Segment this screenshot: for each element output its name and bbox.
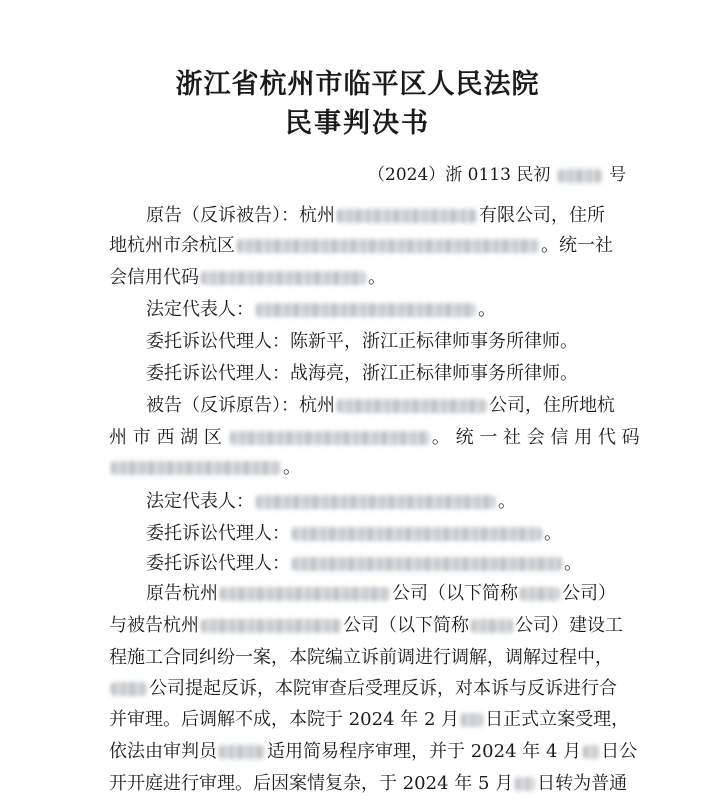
- redacted: [558, 169, 602, 183]
- redacted: [515, 777, 535, 791]
- text: 公司）建设工: [515, 615, 623, 636]
- defendant-address: [109, 426, 640, 450]
- redacted: [337, 399, 487, 413]
- text: 。统一社: [541, 235, 613, 256]
- redacted: [337, 209, 477, 223]
- text: 公司，住所地杭: [489, 395, 615, 416]
- text: 。: [544, 523, 562, 544]
- paragraph-line: [109, 772, 627, 796]
- text: 开开庭进行审理。后因案情复杂，于 2024 年 5 月: [109, 773, 514, 794]
- text: 依法由审判员: [109, 741, 217, 762]
- defendant-agent-2: [146, 552, 582, 576]
- redacted: [520, 587, 560, 601]
- court-name: 浙江省杭州市临平区人民法院: [175, 69, 540, 100]
- case-prefix: （2024）浙 0113 民初: [368, 165, 551, 185]
- text: 日正式立案受理，: [485, 709, 630, 730]
- plaintiff-line: [146, 204, 605, 228]
- text: 法定代表人：: [146, 491, 254, 512]
- paragraph-line: [109, 614, 623, 638]
- plaintiff-legal-rep: [146, 298, 496, 322]
- text: 。 统 一 社 会 信 用 代 码: [431, 427, 640, 448]
- redacted: [583, 745, 599, 759]
- redacted: [461, 713, 483, 727]
- text: 原告（反诉被告）：杭州: [146, 205, 335, 226]
- text: 有限公司，住所: [479, 205, 605, 226]
- redacted: [111, 461, 281, 475]
- defendant-credit-code: [109, 456, 301, 480]
- text: 地杭州市余杭区: [109, 235, 235, 256]
- text: 被告（反诉原告）：杭州: [146, 395, 335, 416]
- text: 。: [368, 267, 386, 288]
- redacted: [111, 682, 147, 696]
- defendant-line: [146, 394, 615, 418]
- plaintiff-credit-code: [109, 266, 386, 290]
- text: 原告杭州: [146, 583, 218, 604]
- redacted: [201, 271, 366, 285]
- plaintiff-agent-1: 委托诉讼代理人：陈新平，浙江正标律师事务所律师。: [146, 331, 578, 352]
- redacted: [256, 495, 496, 509]
- case-number: [368, 160, 626, 185]
- paragraph-line: [109, 708, 629, 732]
- redacted: [292, 557, 562, 571]
- text: 。: [564, 553, 582, 574]
- text: 与被告杭州: [109, 615, 199, 636]
- redacted: [237, 239, 539, 253]
- plaintiff-agent-2: 委托诉讼代理人：战海亮，浙江正标律师事务所律师。: [146, 363, 578, 384]
- text: 委托诉讼代理人：: [146, 523, 290, 544]
- plaintiff-address: [109, 234, 613, 258]
- text: 公司（以下简称: [392, 583, 518, 604]
- defendant-agent-1: [146, 522, 562, 546]
- paragraph-line: 程施工合同纠纷一案，本院编立诉前调进行调解，调解过程中，: [109, 647, 613, 668]
- document-type: 民事判决书: [285, 108, 430, 139]
- text: 适用简易程序审理，并于 2024 年 4 月: [267, 741, 582, 762]
- text: 州 市 西 湖 区: [109, 427, 222, 448]
- text: 。: [283, 457, 301, 478]
- text: 。: [498, 491, 516, 512]
- text: 并审理。后调解不成，本院于 2024 年 2 月: [109, 709, 460, 730]
- paragraph-line: [146, 582, 616, 606]
- redacted: [256, 303, 476, 317]
- redacted: [201, 619, 341, 633]
- redacted: [292, 527, 542, 541]
- text: 。: [478, 299, 496, 320]
- text: 日公: [601, 741, 638, 762]
- text: 法定代表人：: [146, 299, 254, 320]
- text: 公司）: [562, 583, 616, 604]
- redacted: [220, 587, 390, 601]
- paragraph-line: [109, 677, 617, 701]
- text: 日转为普通: [537, 773, 628, 794]
- text: 公司（以下简称: [343, 615, 469, 636]
- text: 公司提起反诉，本院审查后受理反诉，对本诉与反诉进行合: [149, 678, 617, 699]
- case-suffix: 号: [609, 165, 627, 185]
- text: 会信用代码: [109, 267, 199, 288]
- redacted: [471, 619, 513, 633]
- redacted: [230, 431, 430, 445]
- text: 委托诉讼代理人：: [146, 553, 290, 574]
- paragraph-line: [109, 740, 637, 764]
- defendant-legal-rep: [146, 490, 516, 514]
- redacted: [219, 745, 265, 759]
